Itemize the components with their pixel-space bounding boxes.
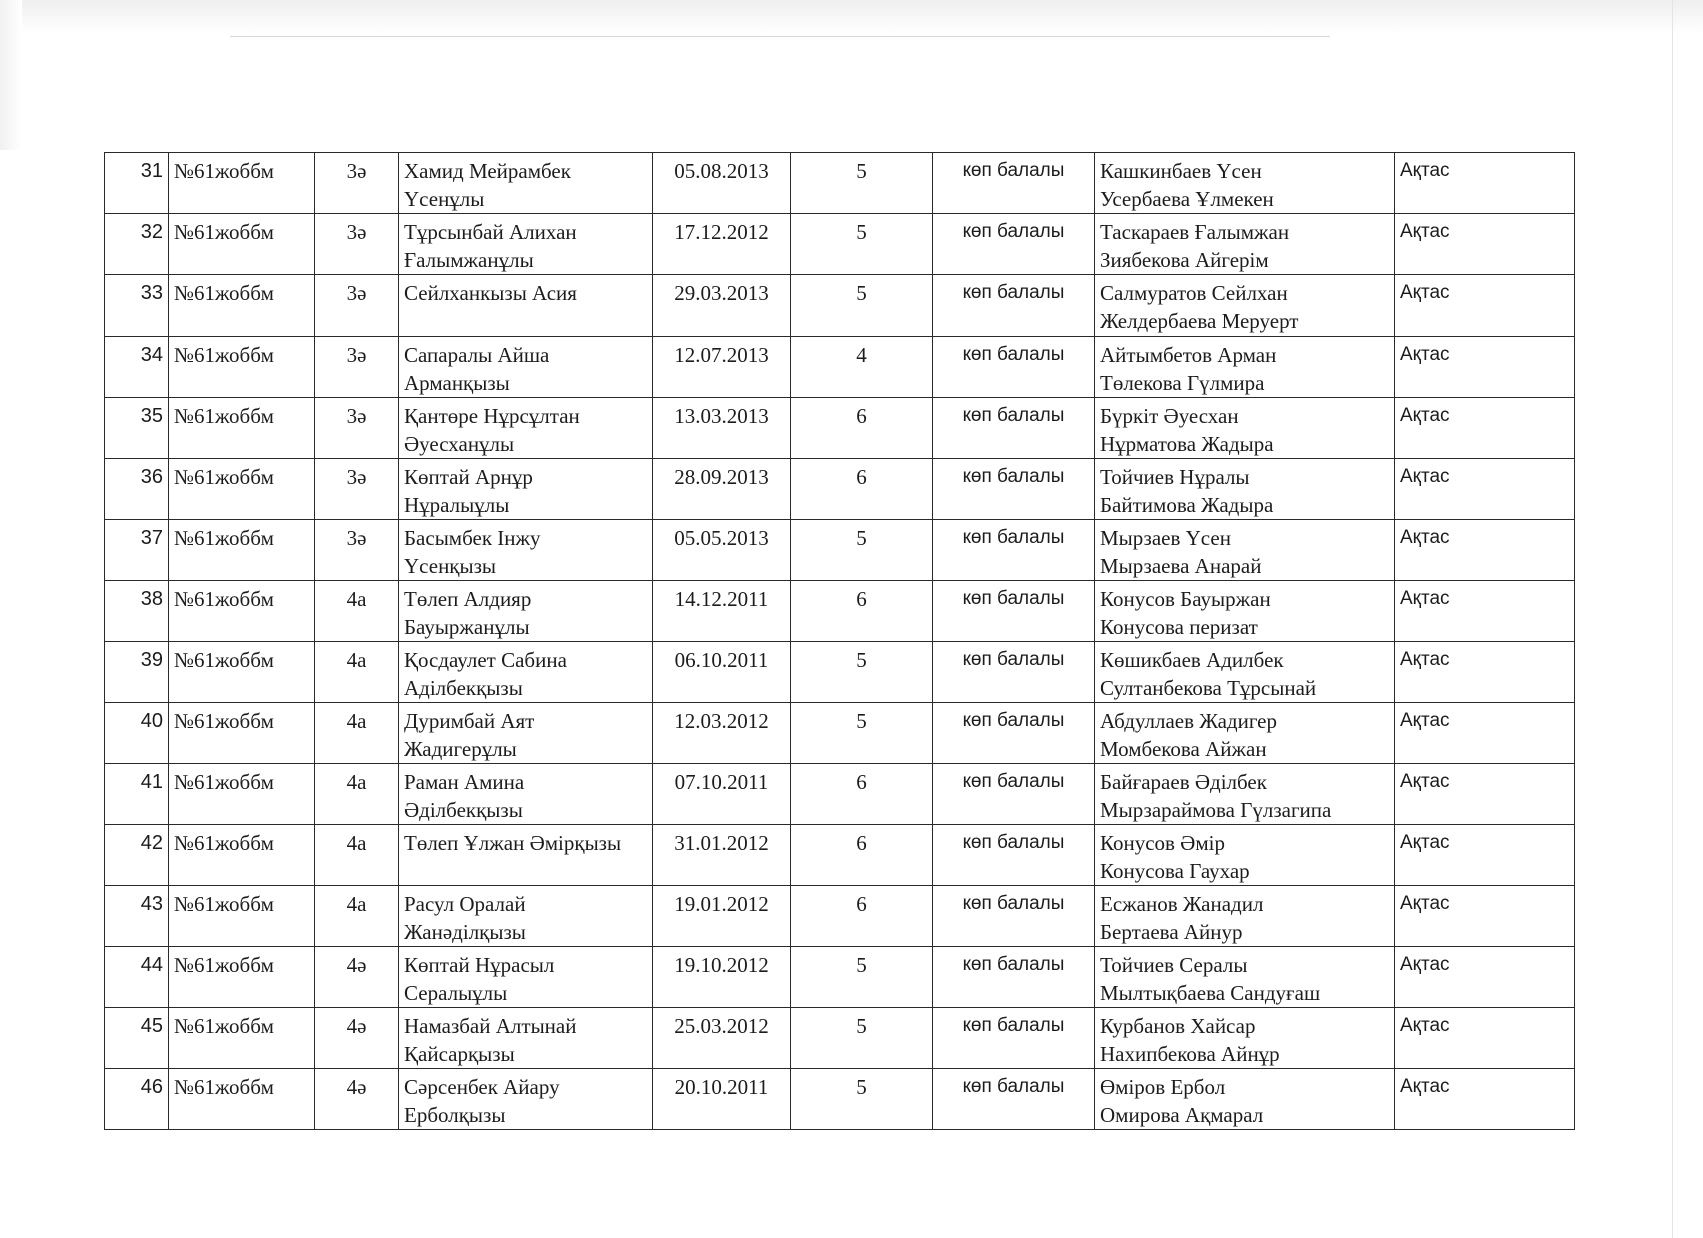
birth-date: 29.03.2013: [653, 275, 791, 337]
children-count: 6: [791, 581, 933, 642]
student-name-line: Қосдаулет Сабина: [404, 648, 567, 672]
locality-text: Ақтас: [1400, 221, 1450, 242]
children-count: 5: [791, 947, 933, 1008]
class-cell: 4а: [315, 703, 399, 764]
family-status: көп балалы: [933, 214, 1095, 275]
parents-names: [1095, 947, 1395, 1008]
locality-cell: [1395, 703, 1575, 764]
row-number: 44: [105, 947, 169, 1008]
student-name: [399, 337, 653, 398]
parents-names-line: Курбанов Хайсар: [1100, 1014, 1256, 1038]
parents-names: [1095, 337, 1395, 398]
class-cell: 3ә: [315, 275, 399, 337]
birth-date: 12.03.2012: [653, 703, 791, 764]
locality-text: Ақтас: [1400, 466, 1450, 487]
parents-names: [1095, 275, 1395, 337]
locality-cell: [1395, 886, 1575, 947]
locality-cell: [1395, 642, 1575, 703]
birth-date: 14.12.2011: [653, 581, 791, 642]
parents-names-line: Тойчиев Сералы: [1100, 953, 1248, 977]
class-cell: 3ә: [315, 459, 399, 520]
family-status: көп балалы: [933, 398, 1095, 459]
parents-names-line: Мырзаев Үсен: [1100, 526, 1231, 550]
student-name-line: Көптай Арнұр: [404, 465, 533, 489]
student-name: [399, 214, 653, 275]
student-name-line: Сейлханкызы Асия: [404, 281, 577, 305]
locality-cell: [1395, 275, 1575, 337]
family-status: көп балалы: [933, 275, 1095, 337]
student-name-line: Сапаралы Айша: [404, 343, 550, 367]
row-number: 37: [105, 520, 169, 581]
parents-names: [1095, 459, 1395, 520]
parents-names-line: Султанбекова Тұрсынай: [1100, 676, 1317, 700]
parents-names: [1095, 1008, 1395, 1069]
student-name-line: Аділбекқызы: [404, 676, 523, 700]
table-row: [105, 642, 1575, 703]
student-name-line: Хамид Мейрамбек: [404, 159, 571, 183]
row-number: 36: [105, 459, 169, 520]
parents-names-line: Омирова Ақмарал: [1100, 1103, 1264, 1127]
family-status: көп балалы: [933, 703, 1095, 764]
class-cell: 4а: [315, 581, 399, 642]
school-cell: №61жоббм: [169, 825, 315, 886]
student-name-line: Сәрсенбек Айару: [404, 1075, 560, 1099]
parents-names-line: Салмуратов Сейлхан: [1100, 281, 1288, 305]
children-count: 5: [791, 1008, 933, 1069]
row-number: 31: [105, 153, 169, 214]
class-cell: 3ә: [315, 337, 399, 398]
student-name: [399, 947, 653, 1008]
school-cell: №61жоббм: [169, 398, 315, 459]
locality-cell: [1395, 1069, 1575, 1130]
student-name-line: Басымбек Інжу: [404, 526, 541, 550]
student-name-line: Әуесханұлы: [404, 432, 515, 456]
row-number: 38: [105, 581, 169, 642]
student-name: [399, 398, 653, 459]
parents-names-line: Айтымбетов Арман: [1100, 343, 1277, 367]
locality-text: Ақтас: [1400, 588, 1450, 609]
table-row: [105, 398, 1575, 459]
school-cell: №61жоббм: [169, 1069, 315, 1130]
birth-date: 12.07.2013: [653, 337, 791, 398]
locality-text: Ақтас: [1400, 1015, 1450, 1036]
table-row: [105, 886, 1575, 947]
student-name-line: Ерболқызы: [404, 1103, 506, 1127]
locality-cell: [1395, 764, 1575, 825]
family-status: көп балалы: [933, 581, 1095, 642]
family-status: көп балалы: [933, 764, 1095, 825]
table-row: [105, 764, 1575, 825]
children-count: 5: [791, 703, 933, 764]
birth-date: 31.01.2012: [653, 825, 791, 886]
parents-names: [1095, 642, 1395, 703]
table-row: [105, 1069, 1575, 1130]
locality-text: Ақтас: [1400, 832, 1450, 853]
student-name: [399, 886, 653, 947]
parents-names: [1095, 153, 1395, 214]
birth-date: 19.10.2012: [653, 947, 791, 1008]
table-row: [105, 947, 1575, 1008]
row-number: 41: [105, 764, 169, 825]
row-number: 35: [105, 398, 169, 459]
birth-date: 06.10.2011: [653, 642, 791, 703]
children-count: 5: [791, 153, 933, 214]
parents-names-line: Таскараев Ғалымжан: [1100, 220, 1290, 244]
parents-names-line: Мырзаева Анарай: [1100, 554, 1262, 578]
family-status: көп балалы: [933, 825, 1095, 886]
parents-names: [1095, 520, 1395, 581]
scan-shadow-left: [0, 0, 22, 150]
children-count: 6: [791, 886, 933, 947]
student-name-line: Сералыұлы: [404, 981, 508, 1005]
parents-names-line: Абдуллаев Жадигер: [1100, 709, 1277, 733]
parents-names: [1095, 886, 1395, 947]
student-name-line: Қайсарқызы: [404, 1042, 515, 1066]
locality-text: Ақтас: [1400, 527, 1450, 548]
school-cell: №61жоббм: [169, 520, 315, 581]
locality-cell: [1395, 1008, 1575, 1069]
student-name-line: Раман Амина: [404, 770, 525, 794]
class-cell: 4а: [315, 886, 399, 947]
row-number: 34: [105, 337, 169, 398]
birth-date: 20.10.2011: [653, 1069, 791, 1130]
student-name-line: Тұрсынбай Алихан: [404, 220, 577, 244]
parents-names-line: Зиябекова Айгерім: [1100, 248, 1269, 272]
children-count: 5: [791, 214, 933, 275]
parents-names-line: Есжанов Жанадил: [1100, 892, 1264, 916]
birth-date: 28.09.2013: [653, 459, 791, 520]
parents-names-line: Төлекова Гүлмира: [1100, 371, 1265, 395]
children-count: 5: [791, 642, 933, 703]
row-number: 45: [105, 1008, 169, 1069]
parents-names: [1095, 703, 1395, 764]
student-name-line: Төлеп Ұлжан Әмірқызы: [404, 831, 622, 855]
table-row: [105, 703, 1575, 764]
parents-names-line: Өміров Ербол: [1100, 1075, 1226, 1099]
birth-date: 05.05.2013: [653, 520, 791, 581]
school-cell: №61жоббм: [169, 214, 315, 275]
class-cell: 4а: [315, 825, 399, 886]
locality-cell: [1395, 153, 1575, 214]
school-cell: №61жоббм: [169, 642, 315, 703]
parents-names-line: Кашкинбаев Үсен: [1100, 159, 1262, 183]
parents-names-line: Желдербаева Меруерт: [1100, 309, 1299, 333]
children-count: 6: [791, 459, 933, 520]
table-row: [105, 825, 1575, 886]
parents-names-line: Нұрматова Жадыра: [1100, 432, 1274, 456]
class-cell: 4ә: [315, 947, 399, 1008]
locality-cell: [1395, 214, 1575, 275]
family-status: көп балалы: [933, 153, 1095, 214]
children-count: 6: [791, 764, 933, 825]
student-name: [399, 581, 653, 642]
table-row: [105, 153, 1575, 214]
parents-names-line: Конусов Әмір: [1100, 831, 1225, 855]
parents-names-line: Байғараев Әділбек: [1100, 770, 1267, 794]
class-cell: 3ә: [315, 398, 399, 459]
locality-text: Ақтас: [1400, 710, 1450, 731]
student-name-line: Үсенқызы: [404, 554, 497, 578]
children-count: 4: [791, 337, 933, 398]
table-row: [105, 275, 1575, 337]
student-name-line: Жанәділқызы: [404, 920, 526, 944]
student-name: [399, 1069, 653, 1130]
class-cell: 3ә: [315, 520, 399, 581]
student-name-line: Төлеп Алдияр: [404, 587, 532, 611]
locality-cell: [1395, 581, 1575, 642]
parents-names-line: Нахипбекова Айнұр: [1100, 1042, 1280, 1066]
student-name-line: Көптай Нұрасыл: [404, 953, 555, 977]
student-name: [399, 764, 653, 825]
class-cell: 3ә: [315, 214, 399, 275]
student-name: [399, 153, 653, 214]
student-name-line: Ғалымжанұлы: [404, 248, 534, 272]
parents-names: [1095, 214, 1395, 275]
birth-date: 25.03.2012: [653, 1008, 791, 1069]
children-count: 5: [791, 275, 933, 337]
parents-names: [1095, 398, 1395, 459]
parents-names-line: Бүркіт Әуесхан: [1100, 404, 1239, 428]
parents-names-line: Тойчиев Нұралы: [1100, 465, 1250, 489]
family-status: көп балалы: [933, 1008, 1095, 1069]
table-body: [105, 153, 1575, 1130]
student-name-line: Расул Оралай: [404, 892, 526, 916]
children-count: 6: [791, 398, 933, 459]
scan-shadow: [0, 0, 1703, 34]
family-status: көп балалы: [933, 459, 1095, 520]
parents-names: [1095, 581, 1395, 642]
row-number: 40: [105, 703, 169, 764]
row-number: 42: [105, 825, 169, 886]
parents-names-line: Момбекова Айжан: [1100, 737, 1267, 761]
family-status: көп балалы: [933, 642, 1095, 703]
student-name: [399, 825, 653, 886]
scan-edge-line: [230, 36, 1330, 37]
parents-names: [1095, 825, 1395, 886]
student-name: [399, 703, 653, 764]
school-cell: №61жоббм: [169, 1008, 315, 1069]
parents-names-line: Усербаева Ұлмекен: [1100, 187, 1274, 211]
locality-text: Ақтас: [1400, 405, 1450, 426]
school-cell: №61жоббм: [169, 947, 315, 1008]
class-cell: 4ә: [315, 1069, 399, 1130]
row-number: 43: [105, 886, 169, 947]
row-number: 39: [105, 642, 169, 703]
family-status: көп балалы: [933, 1069, 1095, 1130]
student-name-line: Дуримбай Аят: [404, 709, 535, 733]
student-name-line: Қантөре Нұрсұлтан: [404, 404, 580, 428]
family-status: көп балалы: [933, 947, 1095, 1008]
scan-right-edge: [1672, 0, 1673, 1238]
school-cell: №61жоббм: [169, 703, 315, 764]
birth-date: 07.10.2011: [653, 764, 791, 825]
student-name: [399, 1008, 653, 1069]
school-cell: №61жоббм: [169, 275, 315, 337]
locality-cell: [1395, 459, 1575, 520]
children-count: 5: [791, 1069, 933, 1130]
parents-names-line: Конусов Бауыржан: [1100, 587, 1271, 611]
locality-text: Ақтас: [1400, 649, 1450, 670]
class-cell: 4ә: [315, 1008, 399, 1069]
table-row: [105, 1008, 1575, 1069]
student-name: [399, 275, 653, 337]
parents-names-line: Мырзараймова Гүлзагипа: [1100, 798, 1332, 822]
locality-text: Ақтас: [1400, 160, 1450, 181]
family-status: көп балалы: [933, 337, 1095, 398]
class-cell: 4а: [315, 642, 399, 703]
birth-date: 19.01.2012: [653, 886, 791, 947]
locality-cell: [1395, 520, 1575, 581]
family-status: көп балалы: [933, 886, 1095, 947]
parents-names-line: Мылтықбаева Сандуғаш: [1100, 981, 1321, 1005]
student-name-line: Үсенұлы: [404, 187, 485, 211]
locality-text: Ақтас: [1400, 282, 1450, 303]
table-row: [105, 581, 1575, 642]
student-name-line: Әділбекқызы: [404, 798, 523, 822]
family-status: көп балалы: [933, 520, 1095, 581]
class-cell: 4а: [315, 764, 399, 825]
parents-names-line: Конусова перизат: [1100, 615, 1258, 639]
student-name-line: Намазбай Алтынай: [404, 1014, 577, 1038]
locality-cell: [1395, 337, 1575, 398]
school-cell: №61жоббм: [169, 337, 315, 398]
students-table: [104, 152, 1575, 1130]
locality-cell: [1395, 947, 1575, 1008]
school-cell: №61жоббм: [169, 886, 315, 947]
school-cell: №61жоббм: [169, 764, 315, 825]
table-row: [105, 214, 1575, 275]
student-name: [399, 459, 653, 520]
locality-text: Ақтас: [1400, 1076, 1450, 1097]
locality-text: Ақтас: [1400, 954, 1450, 975]
birth-date: 13.03.2013: [653, 398, 791, 459]
parents-names-line: Көшикбаев Адилбек: [1100, 648, 1284, 672]
parents-names: [1095, 764, 1395, 825]
locality-cell: [1395, 825, 1575, 886]
row-number: 46: [105, 1069, 169, 1130]
student-name-line: Жадигерұлы: [404, 737, 517, 761]
student-name: [399, 642, 653, 703]
locality-cell: [1395, 398, 1575, 459]
children-count: 6: [791, 825, 933, 886]
parents-names-line: Конусова Гаухар: [1100, 859, 1250, 883]
row-number: 33: [105, 275, 169, 337]
row-number: 32: [105, 214, 169, 275]
student-name-line: Нұралыұлы: [404, 493, 510, 517]
locality-text: Ақтас: [1400, 771, 1450, 792]
parents-names-line: Бертаева Айнур: [1100, 920, 1243, 944]
table-row: [105, 337, 1575, 398]
birth-date: 17.12.2012: [653, 214, 791, 275]
school-cell: №61жоббм: [169, 581, 315, 642]
parents-names: [1095, 1069, 1395, 1130]
school-cell: №61жоббм: [169, 459, 315, 520]
class-cell: 3ә: [315, 153, 399, 214]
locality-text: Ақтас: [1400, 893, 1450, 914]
table-row: [105, 520, 1575, 581]
school-cell: №61жоббм: [169, 153, 315, 214]
student-name-line: Бауыржанұлы: [404, 615, 530, 639]
parents-names-line: Байтимова Жадыра: [1100, 493, 1274, 517]
locality-text: Ақтас: [1400, 344, 1450, 365]
student-name: [399, 520, 653, 581]
table-row: [105, 459, 1575, 520]
birth-date: 05.08.2013: [653, 153, 791, 214]
student-name-line: Арманқызы: [404, 371, 510, 395]
children-count: 5: [791, 520, 933, 581]
